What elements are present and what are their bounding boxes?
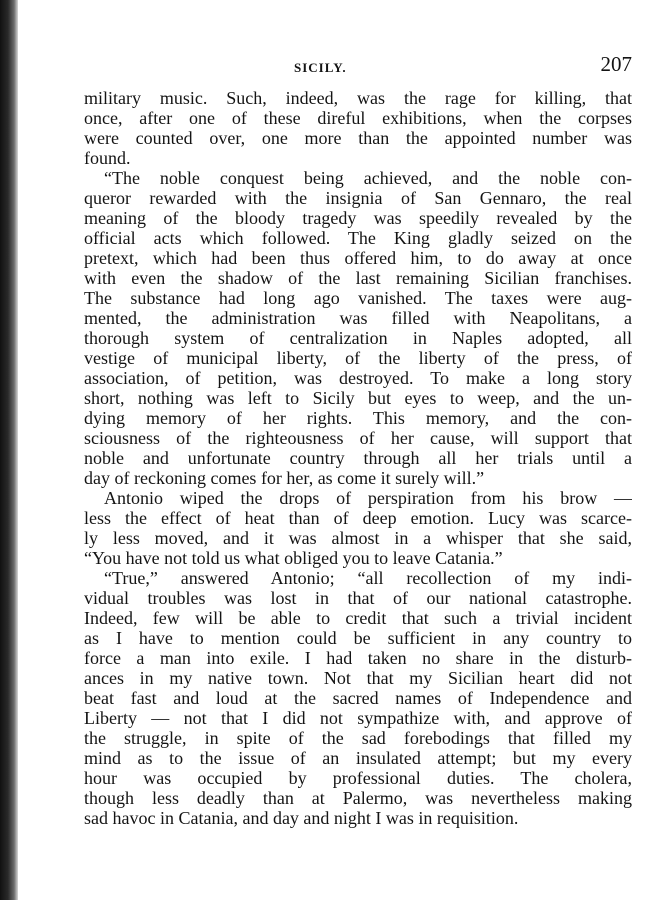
text-line: noble and unfortunate country through all her trials until a — [84, 448, 632, 468]
text-line: ances in my native town. Not that my Sicilian heart did not — [84, 668, 632, 688]
text-line: found. — [84, 148, 131, 168]
text-line: the struggle, in spite of the sad forebodings that filled my — [84, 728, 632, 748]
text-line: dying memory of her rights. This memory, and the con- — [84, 408, 632, 428]
text-line: Liberty — not that I did not sympathize with, and approve of — [84, 708, 632, 728]
running-title: SICILY. — [294, 60, 347, 75]
text-line: ly less moved, and it was almost in a whisper that she said, — [84, 528, 632, 548]
text-line: sciousness of the righteousness of her cause, will support that — [84, 428, 632, 448]
text-line: were counted over, one more than the appointed number was — [84, 128, 632, 148]
page-number: 207 — [600, 52, 632, 76]
text-line: less the effect of heat than of deep emotion. Lucy was scarce- — [84, 508, 632, 528]
text-line: thorough system of centralization in Naples adopted, all — [84, 328, 632, 348]
body-text — [84, 88, 632, 828]
text-line: sad havoc in Catania, and day and night I was in requisition. — [84, 808, 519, 828]
running-head — [32, 52, 632, 82]
paragraph — [84, 88, 632, 168]
text-line: with even the shadow of the last remaining Sicilian franchises. — [84, 268, 632, 288]
text-line: military music. Such, indeed, was the rage for killing, that — [84, 88, 632, 108]
text-line: Indeed, few will be able to credit that such a trivial incident — [84, 608, 632, 628]
text-line: “You have not told us what obliged you to leave Catania.” — [84, 548, 503, 568]
text-line: mind as to the issue of an insulated attempt; but my every — [84, 748, 632, 768]
text-line: though less deadly than at Palermo, was nevertheless making — [84, 788, 632, 808]
page-binding-edge — [0, 0, 18, 900]
text-line: pretext, which had been thus offered him, to do away at once — [84, 248, 632, 268]
paragraph — [84, 488, 632, 568]
text-line: once, after one of these direful exhibitions, when the corpses — [84, 108, 632, 128]
text-line: Antonio wiped the drops of perspiration from his brow — — [104, 488, 632, 508]
text-line: as I have to mention could be sufficient in any country to — [84, 628, 632, 648]
text-line: beat fast and loud at the sacred names of Independence and — [84, 688, 632, 708]
text-line: hour was occupied by professional duties. The cholera, — [84, 768, 632, 788]
text-line: vidual troubles was lost in that of our national catastrophe. — [84, 588, 632, 608]
text-line: “True,” answered Antonio; “all recollection of my indi- — [104, 568, 632, 588]
text-line: queror rewarded with the insignia of San Gennaro, the real — [84, 188, 632, 208]
paragraph — [84, 568, 632, 828]
text-line: The substance had long ago vanished. The taxes were aug- — [84, 288, 632, 308]
text-line: official acts which followed. The King gladly seized on the — [84, 228, 632, 248]
text-line: association, of petition, was destroyed. To make a long story — [84, 368, 632, 388]
text-line: day of reckoning comes for her, as come it surely will.” — [84, 468, 485, 488]
text-line: meaning of the bloody tragedy was speedily revealed by the — [84, 208, 632, 228]
text-line: force a man into exile. I had taken no share in the disturb- — [84, 648, 632, 668]
text-line: “The noble conquest being achieved, and the noble con- — [104, 168, 632, 188]
text-line: mented, the administration was filled with Neapolitans, a — [84, 308, 632, 328]
paragraph — [84, 168, 632, 488]
text-line: vestige of municipal liberty, of the liberty of the press, of — [84, 348, 632, 368]
text-line: short, nothing was left to Sicily but eyes to weep, and the un- — [84, 388, 632, 408]
book-page — [32, 0, 632, 900]
